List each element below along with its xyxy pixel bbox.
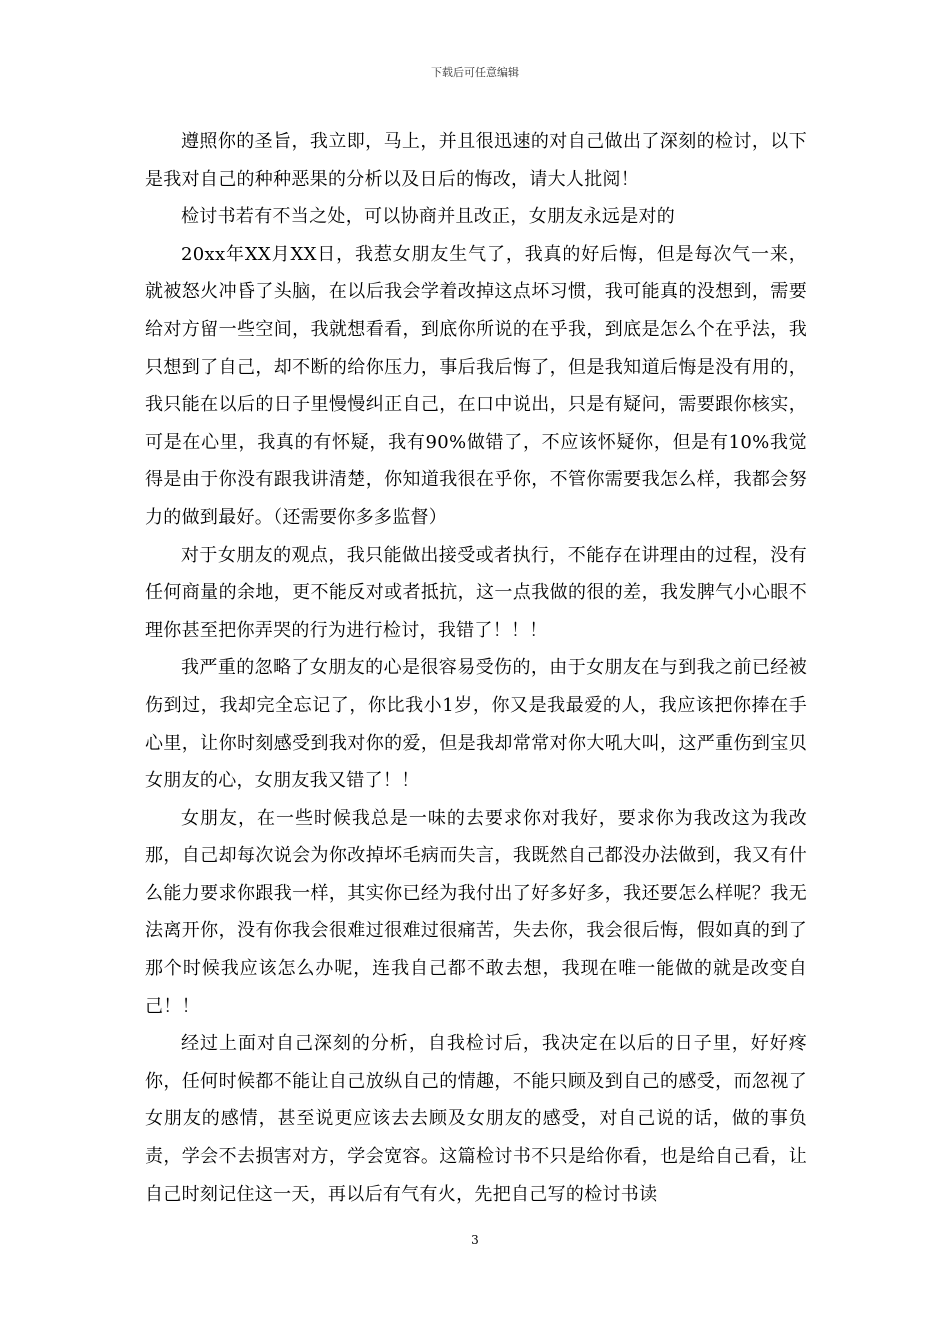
page-number: 3 bbox=[471, 1233, 479, 1247]
paragraph-resolution: 经过上面对自己深刻的分析，自我检讨后，我决定在以后的日子里，好好疼你，任何时候都不能让自己放纵自己的情趣，不能只顾及到自己的感受，而忽视了女朋友的感情，甚至说更应该去去顾及女朋友的感受，对自己说的话，做的事负责，学会不去损害对方，学会宽容。这篇检讨书不只是给你看，也是给自己看，让自己时刻记住这一天，再以后有气有火，先把自己写的检讨书读 bbox=[145, 1033, 807, 1205]
paragraph-neglect: 我严重的忽略了女朋友的心是很容易受伤的，由于女朋友在与到我之前已经被伤到过，我却完全忘记了，你比我小1岁，你又是我最爱的人，我应该把你捧在手心里，让你时刻感受到我对你的爱，但是我却常常对你大吼大叫，这严重伤到宝贝女朋友的心，女朋友我又错了！！ bbox=[145, 657, 807, 792]
paragraph-note: 检讨书若有不当之处，可以协商并且改正，女朋友永远是对的 bbox=[181, 206, 676, 228]
paragraph-viewpoint: 对于女朋友的观点，我只能做出接受或者执行，不能存在讲理由的过程，没有任何商量的余地，更不能反对或者抵抗，这一点我做的很的差，我发脾气小心眼不理你甚至把你弄哭的行为进行检讨，我错了！！！ bbox=[145, 544, 807, 641]
paragraph-demands: 女朋友，在一些时候我总是一味的去要求你对我好，要求你为我改这为我改那，自己却每次说会为你改掉坏毛病而失言，我既然自己都没办法做到，我又有什么能力要求你跟我一样，其实你已经为我付出了好多好多，我还要怎么样呢？我无法离开你，没有你我会很难过很难过很痛苦，失去你，我会很后悔，假如真的到了那个时候我应该怎么办呢，连我自己都不敢去想，我现在唯一能做的就是改变自己！！ bbox=[145, 807, 807, 1017]
document-body bbox=[145, 123, 807, 1213]
paragraph-incident: 20xx年XX月XX日，我惹女朋友生气了，我真的好后悔，但是每次气一来，就被怒火冲昏了头脑，在以后我会学着改掉这点坏习惯，我可能真的没想到，需要给对方留一些空间，我就想看看，到底你所说的在乎我，到底是怎么个在乎法，我只想到了自己，却不断的给你压力，事后我后悔了，但是我知道后悔是没有用的，我只能在以后的日子里慢慢纠正自己，在口中说出，只是有疑问，需要跟你核实，可是在心里，我真的有怀疑，我有90%做错了，不应该怀疑你，但是有10%我觉得是由于你没有跟我讲清楚，你知道我很在乎你，不管你需要我怎么样，我都会努力的做到最好。（还需要你多多监督） bbox=[145, 243, 807, 528]
paragraph-intro: 遵照你的圣旨，我立即，马上，并且很迅速的对自己做出了深刻的检讨，以下是我对自己的种种恶果的分析以及日后的悔改，请大人批阅！ bbox=[145, 131, 807, 190]
page-header: 下载后可任意编辑 bbox=[431, 66, 519, 79]
